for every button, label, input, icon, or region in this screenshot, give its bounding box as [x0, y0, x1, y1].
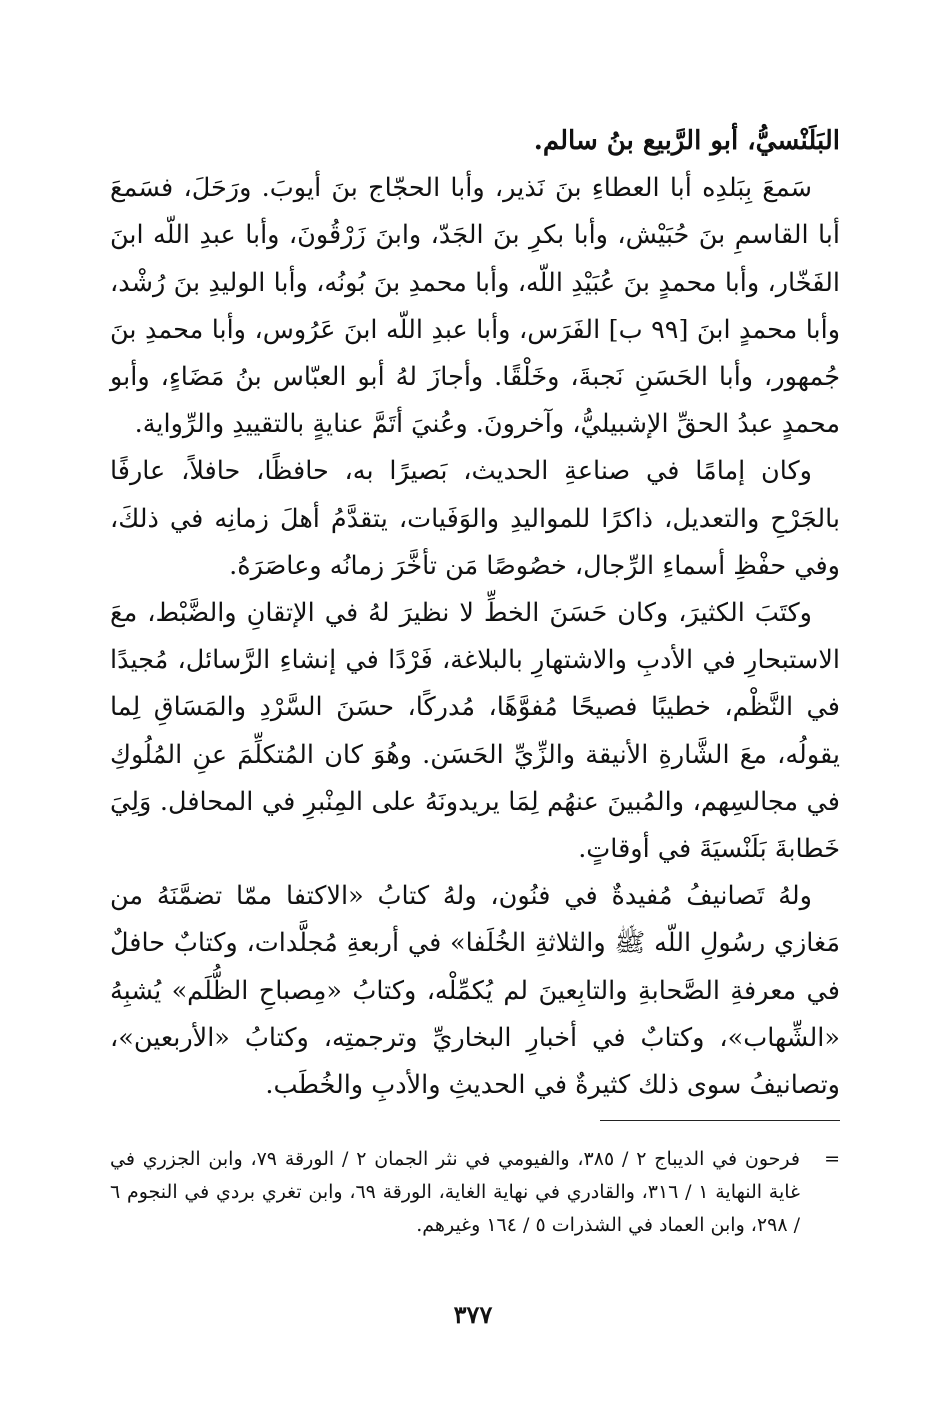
paragraph-teachers: سَمعَ بِبَلدِه أبا العطاءِ بنَ نَذير، وأبا الحجّاج بنَ أيوبَ. ورَحَلَ، فسَمعَ أبا القاسمِ بنَ حُبَيْش، وأبا بكرِ بنَ الجَدّ، وابنَ زَرْقُونَ، وأبا عبدِ اللّه ابنَ الفَخّار، وأبا محمدٍ بنَ عُبَيْدِ اللّه، وأبا محمدِ بنَ بُونُه، وأبا الوليدِ بنَ رُشْد، وأبا محمدٍ ابنَ [٩٩ ب] الفَرَس، وأبا عبدِ اللّه ابنَ عَرُوس، وأبا محمدِ بنَ جُمهور، وأبا الحَسَنِ نَجبةَ، وخَلْقًا. وأجازَ لهُ أبو العبّاس بنُ مَضَاءٍ، وأبو محمدٍ عبدُ الحقِّ الإشبيليُّ، وآخرونَ. وعُنيَ أتَمَّ عنايةٍ بالتقييدِ والرِّواية.: [110, 173, 841, 440]
footnote-text: فرحون في الديباج ٢ / ٣٨٥، والفيومي في نثر الجمان ٢ / الورقة ٧٩، وابن الجزري في غاية النهاية ١ / ٣١٦، والقادري في نهاية الغاية، الورقة ٦٩، وابن تغري بردي في النجوم ٦ / ٢٩٨، وابن العماد في الشذرات ٥ / ١٦٤ وغيرهم.: [110, 1148, 800, 1236]
entry-heading: البَلَنْسيُّ، أبو الرَّبيع بنُ سالم.: [533, 126, 840, 156]
paragraph-writing-and-eloquence: وكتَبَ الكثيرَ، وكان حَسَنَ الخطِّ لا نظيرَ لهُ في الإتقانِ والضَّبْط، معَ الاستبحارِ في الأدبِ والاشتهارِ بالبلاغة، فَرْدًا في إنشاءِ الرَّسائل، مُجيدًا في النَّظْم، خطيبًا فصيحًا مُفوَّهًا، مُدركًا، حسَنَ السَّرْدِ والمَسَاقِ لِما يقولُه، معَ الشَّارةِ الأنيقة والزِّيِّ الحَسَن. وهُوَ كان المُتكلِّمَ عنِ المُلُوكِ في مجالسِهم، والمُبينَ عنهُم لِمَا يريدونَهُ على المِنْبرِ في المحافل. وَلِيَ خَطابةَ بَلَنْسيَةَ في أوقاتٍ.: [110, 598, 840, 865]
footnote-divider: [600, 1120, 840, 1121]
footnote: [110, 1143, 840, 1242]
main-text: [110, 118, 840, 1109]
paragraph-hadith-expertise: وكان إمامًا في صناعةِ الحديث، بَصيرًا به، حافظًا، حافلاً، عارفًا بالجَرْحِ والتعديل، ذاكرًا للمواليدِ والوَفَيات، يتقدَّمُ أهلَ زمانِه في ذلكَ، وفي حفْظِ أسماءِ الرِّجال، خصُوصًا مَن تأخَّرَ زمانُه وعاصَرَهُ.: [110, 456, 840, 581]
paragraph-works: ولهُ تَصانيفُ مُفيدةٌ في فنُون، ولهُ كتابُ «الاكتفا ممّا تضمَّنَهُ من مَغازي رسُولِ اللّه ﷺ والثلاثةِ الخُلَفا» في أربعةِ مُجلَّدات، وكتابٌ حافلٌ في معرفةِ الصَّحابةِ والتابِعينَ لم يُكمِّلْه، وكتابُ «مِصباحِ الظُّلَم» يُشبِهُ «الشِّهاب»، وكتابٌ في أخبارِ البخاريِّ وترجمتِه، وكتابُ «الأربعين»، وتصانيفُ سوى ذلك كثيرةٌ في الحديثِ والأدبِ والخُطَب.: [110, 881, 840, 1101]
page-number: ٣٧٧: [453, 1300, 493, 1329]
footnote-continuation-marker: =: [824, 1148, 840, 1170]
